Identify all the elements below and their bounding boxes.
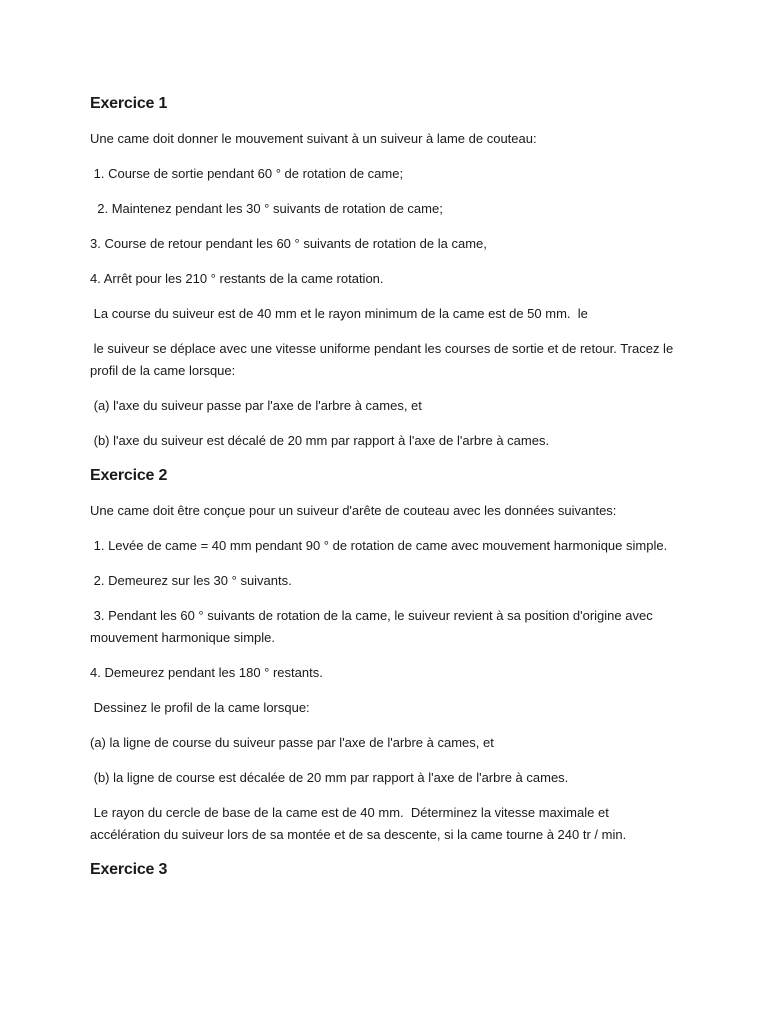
exercise-1-case-a: (a) l'axe du suiveur passe par l'axe de l'arbre à cames, et — [90, 398, 422, 413]
exercise-1-step-1: 1. Course de sortie pendant 60 ° de rotation de came; — [90, 166, 404, 181]
exercise-1-title: Exercice 1 — [90, 95, 168, 112]
exercise-1-step-4: 4. Arrêt pour les 210 ° restants de la came rotation. — [90, 271, 384, 286]
exercise-3-title: Exercice 3 — [90, 861, 168, 878]
exercise-1-intro: Une came doit donner le mouvement suivant à un suiveur à lame de couteau: — [90, 131, 537, 146]
exercise-2-intro: Une came doit être conçue pour un suiveur d'arête de couteau avec les données suivantes: — [90, 503, 617, 518]
exercise-2-step-1: 1. Levée de came = 40 mm pendant 90 ° de rotation de came avec mouvement harmonique simple. — [90, 538, 668, 553]
document-page — [90, 93, 680, 894]
exercise-2-radius-text: Le rayon du cercle de base de la came est de 40 mm. Déterminez la vitesse maximale et accélération du suiveur lors de sa montée et de sa descente, si la came tourne à 240 tr / min. — [90, 805, 627, 842]
exercise-2-step-3: 3. Pendant les 60 ° suivants de rotation de la came, le suiveur revient à sa position d'origine avec mouvement harmonique simple. — [90, 608, 657, 645]
exercise-2-case-b: (b) la ligne de course est décalée de 20 mm par rapport à l'axe de l'arbre à cames. — [90, 770, 569, 785]
exercise-2-draw-text: Dessinez le profil de la came lorsque: — [90, 700, 310, 715]
exercise-2-case-a: (a) la ligne de course du suiveur passe par l'axe de l'arbre à cames, et — [90, 735, 494, 750]
exercise-1-stroke-text: La course du suiveur est de 40 mm et le rayon minimum de la came est de 50 mm. le — [90, 306, 588, 321]
exercise-1-step-2: 2. Maintenez pendant les 30 ° suivants de rotation de came; — [90, 201, 443, 216]
exercise-2-step-2: 2. Demeurez sur les 30 ° suivants. — [90, 573, 292, 588]
exercise-1-velocity-text: le suiveur se déplace avec une vitesse uniforme pendant les courses de sortie et de retour. Tracez le profil de la came lorsque: — [90, 341, 677, 378]
exercise-2-step-4: 4. Demeurez pendant les 180 ° restants. — [90, 665, 323, 680]
exercise-1-case-b: (b) l'axe du suiveur est décalé de 20 mm par rapport à l'axe de l'arbre à cames. — [90, 433, 550, 448]
exercise-2-title: Exercice 2 — [90, 467, 168, 484]
exercise-1-step-3: 3. Course de retour pendant les 60 ° suivants de rotation de la came, — [90, 236, 487, 251]
